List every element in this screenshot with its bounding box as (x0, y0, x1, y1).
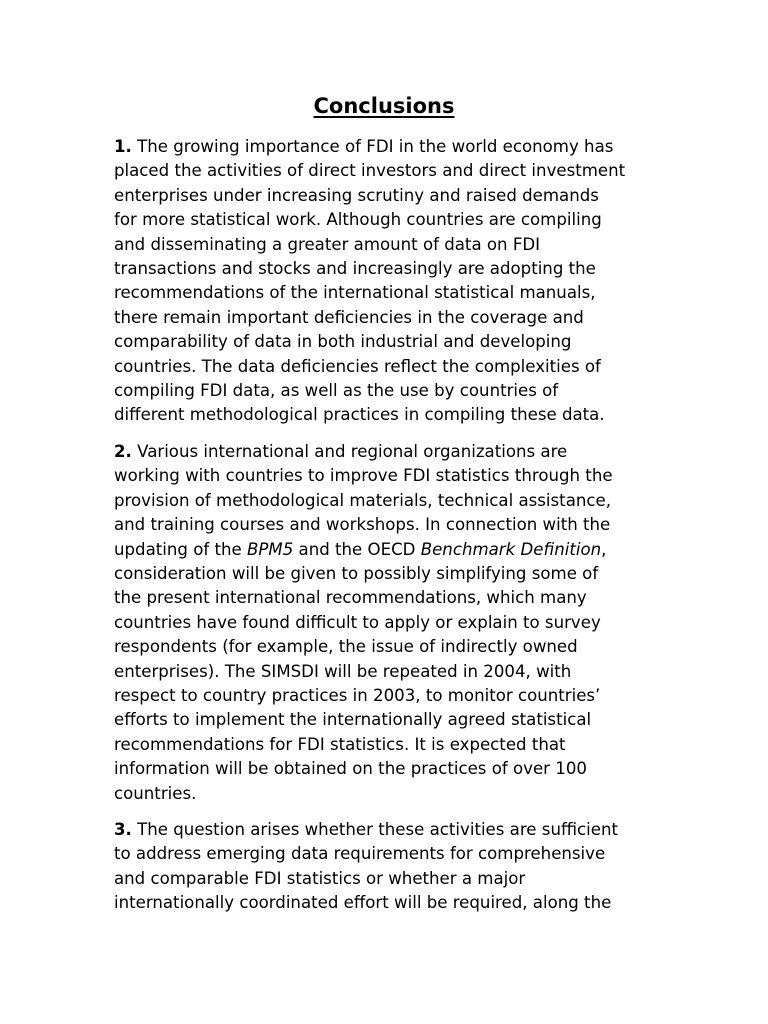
paragraph-line: countries have found difficult to apply or explain to survey (114, 612, 601, 632)
paragraph-line: placed the activities of direct investors and direct investment (114, 161, 626, 181)
paragraph-line: 3. The question arises whether these activities are sufficient (114, 819, 618, 839)
paragraph-3 (114, 818, 659, 916)
paragraph-line: comparability of data in both industrial and developing (114, 332, 572, 352)
paragraph-line: efforts to implement the internationally agreed statistical (114, 710, 592, 730)
paragraph-line: 2. Various international and regional organizations are (114, 441, 568, 461)
paragraph-line: enterprises under increasing scrutiny and raised demands (114, 185, 599, 205)
paragraph-number: 3. (114, 819, 132, 839)
paragraph-line: recommendations of the international statistical manuals, (114, 283, 596, 303)
paragraph-line: provision of methodological materials, technical assistance, (114, 490, 611, 510)
paragraph-line: countries. The data deficiencies reflect the complexities of (114, 356, 601, 376)
paragraph-line: enterprises). The SIMSDI will be repeated in 2004, with (114, 661, 572, 681)
paragraph-line: internationally coordinated effort will be required, along the (114, 893, 612, 913)
paragraph-line: different methodological practices in compiling these data. (114, 405, 605, 425)
paragraph-line: and disseminating a greater amount of data on FDI (114, 234, 541, 254)
paragraph-2 (114, 440, 659, 806)
paragraph-line: respect to country practices in 2003, to monitor countries’ (114, 685, 601, 705)
paragraph-line: the present international recommendations, which many (114, 588, 587, 608)
paragraph-number: 2. (114, 441, 132, 461)
paragraph-line: consideration will be given to possibly simplifying some of (114, 563, 599, 583)
document-body (114, 135, 659, 928)
paragraph-line: countries. (114, 783, 197, 803)
paragraph-line: transactions and stocks and increasingly are adopting the (114, 259, 596, 279)
paragraph-line: and comparable FDI statistics or whether a major (114, 868, 526, 888)
paragraph-line: 1. The growing importance of FDI in the world economy has (114, 137, 614, 156)
paragraph-number: 1. (114, 137, 132, 156)
page-title: Conclusions (313, 94, 455, 118)
paragraph-line: recommendations for FDI statistics. It is expected that (114, 734, 566, 754)
paragraph-1 (114, 135, 659, 428)
manual-title-benchmark: Benchmark Definition (420, 539, 602, 559)
paragraph-line: updating of the BPM5 and the OECD Benchmark Definition, (114, 539, 607, 559)
paragraph-line: to address emerging data requirements for comprehensive (114, 844, 606, 864)
paragraph-line: compiling FDI data, as well as the use by countries of (114, 381, 559, 401)
paragraph-line: working with countries to improve FDI statistics through the (114, 466, 613, 486)
paragraph-line: respondents (for example, the issue of indirectly owned (114, 637, 578, 657)
paragraph-line: for more statistical work. Although countries are compiling (114, 210, 602, 230)
manual-title-bpm5: BPM5 (246, 539, 294, 559)
paragraph-line: and training courses and workshops. In connection with the (114, 515, 611, 535)
paragraph-line: there remain important deficiencies in the coverage and (114, 307, 584, 327)
paragraph-line: information will be obtained on the practices of over 100 (114, 759, 587, 779)
